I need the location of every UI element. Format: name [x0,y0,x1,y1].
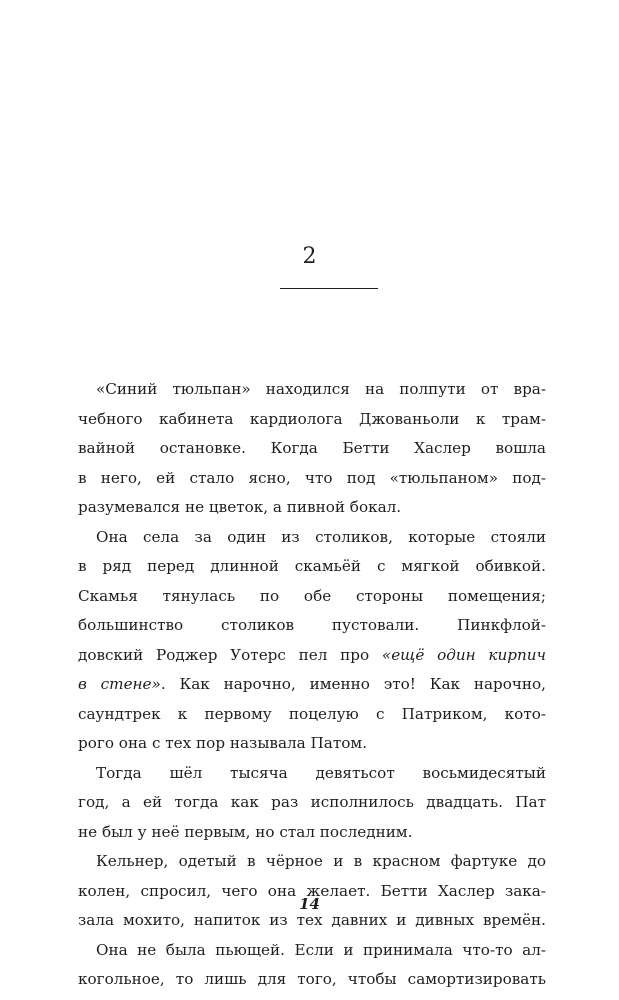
text-line: год, а ей тогда как раз исполнилось двадцать. Пат [78,793,546,811]
text-line: Она села за один из столиков, которые стояли [96,527,546,546]
text-line: Кельнер, одетый в чёрное и в красном фартуке до [96,852,546,870]
text-line: саундтрек к первому поцелую с Патриком, кото- [78,704,546,723]
text-line: Скамья тянулась по обе стороны помещения; [78,586,546,605]
text-line [78,641,546,671]
text-line: чебного кабинета кардиолога Джованьоли к трам- [78,409,546,428]
text-line: зала мохито, напиток из тех давних и дивных времён. [78,911,546,929]
text-line: в ряд перед длинной скамьёй с мягкой обивкой. [78,557,546,575]
text-line: колен, спросил, чего она желает. Бетти Хаслер зака- [78,881,546,900]
text-segment: . Как нарочно, именно это! Как нарочно, [160,675,546,693]
text-line [78,670,546,700]
text-line: не был у неё первым, но стал последним. [78,822,413,841]
song-title-italic: в стене» [78,675,161,693]
chapter-divider [280,288,378,289]
text-line: в него, ей стало ясно, что под «тюльпаном» под- [78,468,546,487]
text-line: большинство столиков пустовали. Пинкфлой- [78,616,546,634]
text-line: Тогда шёл тысяча девятьсот восьмидесятый [96,763,546,782]
text-line: Она не была пьющей. Если и принимала что-то ал- [96,940,546,959]
text-line: вайной остановке. Когда Бетти Хаслер вошла [78,439,546,457]
text-line: рого она с тех пор называла Патом. [78,734,368,752]
text-line: «Синий тюльпан» находился на полпути от вра- [96,380,546,398]
song-title-italic: «ещё один кирпич [381,645,547,664]
text-line: когольное, то лишь для того, чтобы самортизировать [78,970,546,988]
chapter-number: 2 [302,244,317,269]
text-line: разумевался не цветок, а пивной бокал. [78,498,402,516]
page-number: 14 [299,895,320,913]
text-segment: довский Роджер Уотерс пел про [78,645,382,664]
